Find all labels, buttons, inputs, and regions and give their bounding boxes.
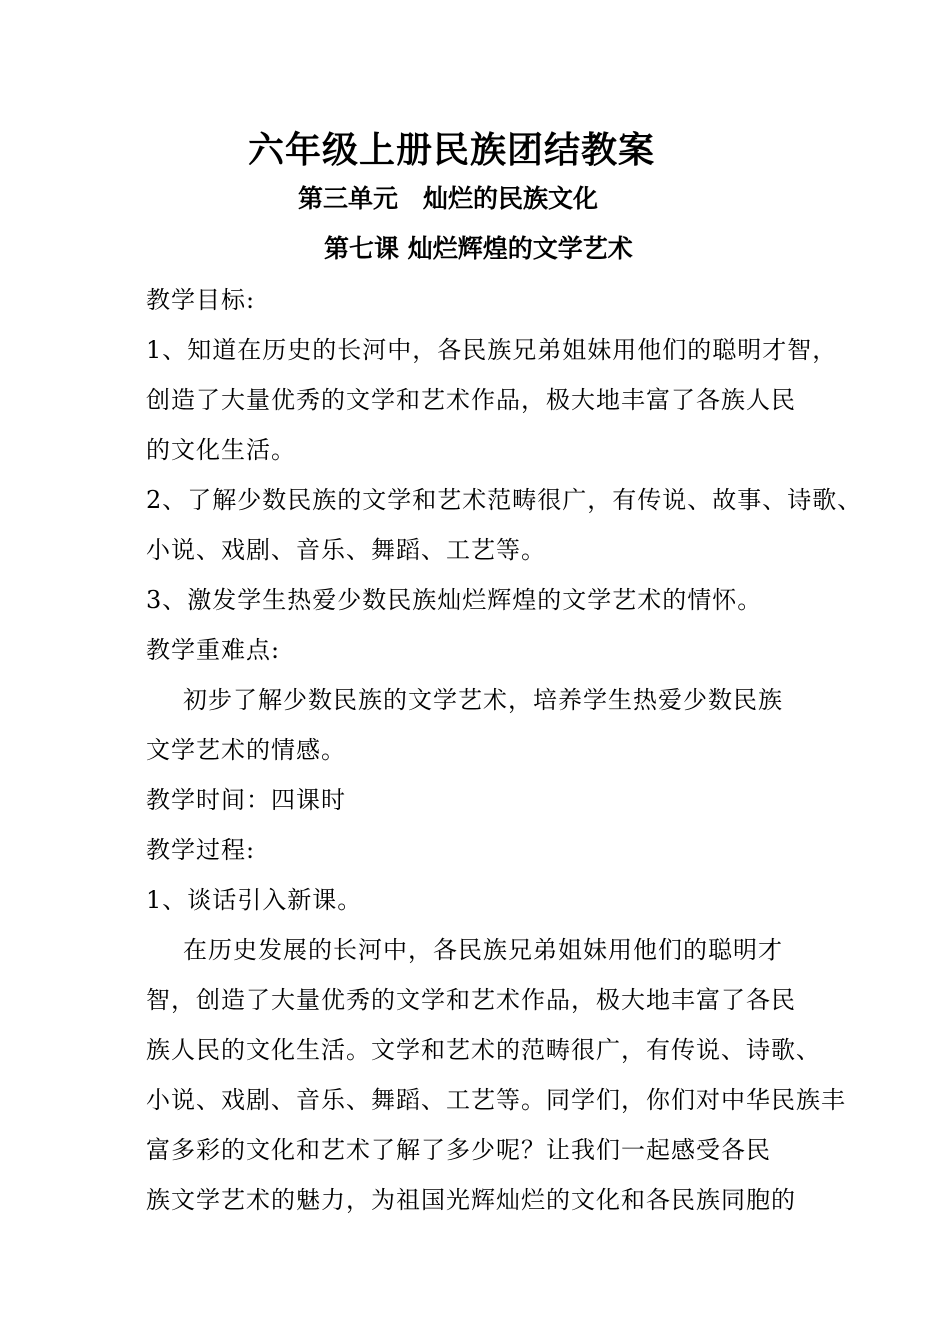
- intro-paragraph-line-2: 智，创造了大量优秀的文学和艺术作品，极大地丰富了各民: [146, 986, 796, 1014]
- intro-paragraph-line-5: 富多彩的文化和艺术了解了多少呢？让我们一起感受各民: [146, 1136, 771, 1164]
- objective-1-line-2: 创造了大量优秀的文学和艺术作品，极大地丰富了各族人民: [146, 386, 796, 414]
- key-points-line-1: 初步了解少数民族的文学艺术，培养学生热爱少数民族: [183, 686, 783, 714]
- objectives-heading: 教学目标:: [146, 286, 256, 314]
- objective-1-line-3: 的文化生活。: [146, 436, 296, 464]
- process-step-1: 1、谈话引入新课。: [146, 886, 363, 914]
- key-points-line-2: 文学艺术的情感。: [146, 736, 346, 764]
- process-heading: 教学过程:: [146, 836, 256, 864]
- lesson-heading: 第七课 灿烂辉煌的文学艺术: [324, 234, 633, 263]
- intro-paragraph-line-1: 在历史发展的长河中，各民族兄弟姐妹用他们的聪明才: [183, 936, 783, 964]
- objective-3: 3、激发学生热爱少数民族灿烂辉煌的文学艺术的情怀。: [146, 586, 763, 614]
- intro-paragraph-line-6: 族文学艺术的魅力，为祖国光辉灿烂的文化和各民族同胞的: [146, 1186, 796, 1214]
- intro-paragraph-line-4: 小说、戏剧、音乐、舞蹈、工艺等。同学们，你们对中华民族丰: [146, 1086, 846, 1114]
- intro-paragraph-line-3: 族人民的文化生活。文学和艺术的范畴很广，有传说、诗歌、: [146, 1036, 821, 1064]
- key-points-heading: 教学重难点:: [146, 636, 281, 664]
- unit-heading: 第三单元 灿烂的民族文化: [298, 184, 599, 213]
- document-title: 六年级上册民族团结教案: [248, 130, 656, 171]
- teaching-time: 教学时间：四课时: [146, 786, 346, 814]
- objective-2-line-2: 小说、戏剧、音乐、舞蹈、工艺等。: [146, 536, 546, 564]
- objective-2-line-1: 2、了解少数民族的文学和艺术范畴很广，有传说、故事、诗歌、: [146, 486, 863, 514]
- objective-1-line-1: 1、知道在历史的长河中，各民族兄弟姐妹用他们的聪明才智，: [146, 336, 838, 364]
